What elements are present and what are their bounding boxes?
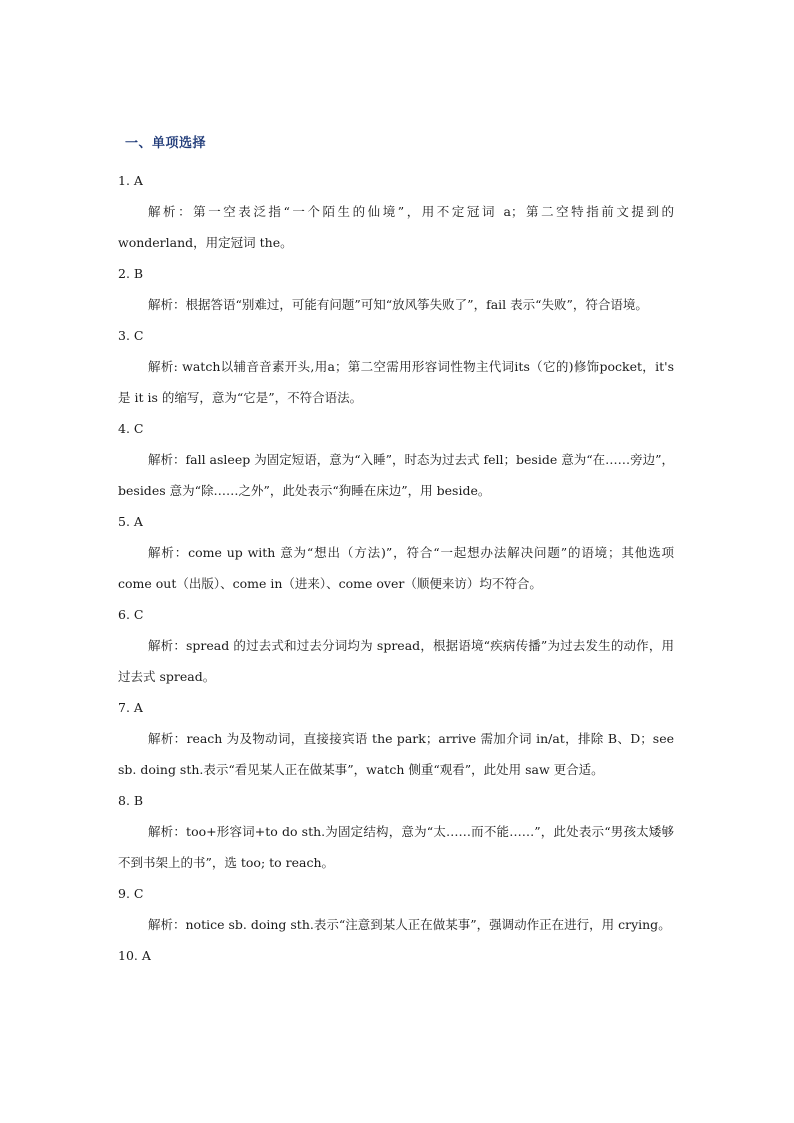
answer-number: 9. C xyxy=(118,886,144,901)
answer-item xyxy=(118,785,674,878)
answer-explanation: 解析：come up with 意为“想出（方法)”，符合“一起想办法解决问题”的语境；其他选项 come out（出版）、come in（进来）、come over（顺便来访）均不符合。 xyxy=(118,545,674,591)
answer-number: 3. C xyxy=(118,328,144,343)
answer-number: 7. A xyxy=(118,700,143,715)
section-title: 一、单项选择 xyxy=(125,136,207,151)
answer-number: 4. C xyxy=(118,421,144,436)
answer-item xyxy=(118,599,674,692)
answer-number: 8. B xyxy=(118,793,144,808)
answer-item xyxy=(118,878,674,940)
answer-item xyxy=(118,940,674,971)
answer-number: 10. A xyxy=(118,948,151,963)
answer-explanation: 解析：根据答语“别难过，可能有问题”可知“放风筝失败了”，fail 表示“失败”，符合语境。 xyxy=(148,297,648,312)
answer-explanation: 解析: watch以辅音音素开头,用a；第二空需用形容词性物主代词its（它的)修饰pocket，it's 是 it is 的缩写，意为“它是”，不符合语法。 xyxy=(118,359,674,405)
answer-item xyxy=(118,258,674,320)
answer-number: 2. B xyxy=(118,266,144,281)
answer-number: 1. A xyxy=(118,173,143,188)
answer-item xyxy=(118,692,674,785)
answer-number: 5. A xyxy=(118,514,143,529)
answer-item xyxy=(118,165,674,258)
answer-list xyxy=(118,165,674,971)
answer-item xyxy=(118,413,674,506)
answer-number: 6. C xyxy=(118,607,144,622)
answer-explanation: 解析：第一空表泛指“一个陌生的仙境”，用不定冠词 a；第二空特指前文提到的 wonderland，用定冠词 the。 xyxy=(118,204,674,250)
answer-explanation: 解析：fall asleep 为固定短语，意为“入睡”，时态为过去式 fell；beside 意为“在……旁边”，besides 意为“除……之外”，此处表示“狗睡在床边”，用 beside。 xyxy=(118,452,674,498)
answer-explanation: 解析：notice sb. doing sth.表示“注意到某人正在做某事”，强调动作正在进行，用 crying。 xyxy=(148,917,671,932)
answer-explanation: 解析：spread 的过去式和过去分词均为 spread，根据语境“疾病传播”为过去发生的动作，用过去式 spread。 xyxy=(118,638,674,684)
answer-item xyxy=(118,506,674,599)
answer-item xyxy=(118,320,674,413)
answer-explanation: 解析：too+形容词+to do sth.为固定结构，意为“太……而不能……”，此处表示“男孩太矮够不到书架上的书”，选 too; to reach。 xyxy=(118,824,674,870)
answer-explanation: 解析：reach 为及物动词，直接接宾语 the park；arrive 需加介词 in/at，排除 B、D；see sb. doing sth.表示“看见某人正在做某事”，watch 侧重“观看”，此处用 saw 更合适。 xyxy=(118,731,674,777)
